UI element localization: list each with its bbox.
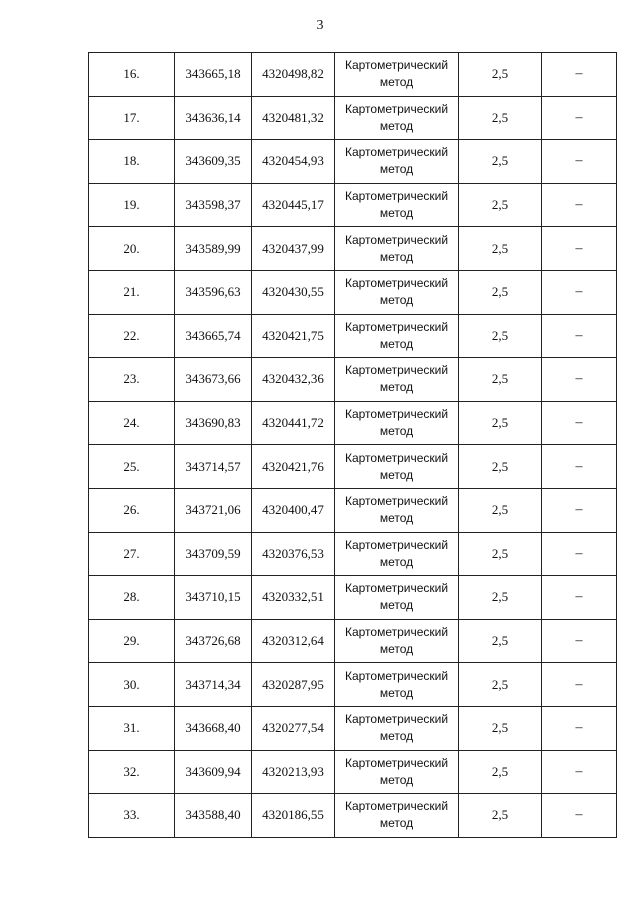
y-coordinate-cell: 4320432,36: [252, 358, 335, 402]
x-coordinate-cell: 343609,94: [175, 750, 252, 794]
x-coordinate-cell: 343665,74: [175, 314, 252, 358]
x-coordinate-cell: 343589,99: [175, 227, 252, 271]
y-coordinate-cell: 4320421,75: [252, 314, 335, 358]
point-number-cell: 29.: [89, 619, 175, 663]
table-row: [89, 314, 617, 358]
precision-cell: 2,5: [459, 794, 542, 838]
x-coordinate-cell: 343726,68: [175, 619, 252, 663]
y-coordinate-cell: 4320312,64: [252, 619, 335, 663]
precision-cell: 2,5: [459, 227, 542, 271]
y-coordinate-cell: 4320421,76: [252, 445, 335, 489]
point-number-cell: 33.: [89, 794, 175, 838]
description-cell: –: [542, 619, 617, 663]
method-cell: Картометрический метод: [335, 270, 459, 314]
precision-cell: 2,5: [459, 270, 542, 314]
y-coordinate-cell: 4320454,93: [252, 140, 335, 184]
table-row: [89, 794, 617, 838]
point-number-cell: 24.: [89, 401, 175, 445]
description-cell: –: [542, 314, 617, 358]
description-cell: –: [542, 663, 617, 707]
precision-cell: 2,5: [459, 706, 542, 750]
y-coordinate-cell: 4320287,95: [252, 663, 335, 707]
method-cell: Картометрический метод: [335, 663, 459, 707]
x-coordinate-cell: 343721,06: [175, 488, 252, 532]
precision-cell: 2,5: [459, 53, 542, 97]
method-cell: Картометрический метод: [335, 576, 459, 620]
description-cell: –: [542, 445, 617, 489]
point-number-cell: 17.: [89, 96, 175, 140]
point-number-cell: 32.: [89, 750, 175, 794]
x-coordinate-cell: 343598,37: [175, 183, 252, 227]
description-cell: –: [542, 183, 617, 227]
y-coordinate-cell: 4320481,32: [252, 96, 335, 140]
description-cell: –: [542, 576, 617, 620]
table-row: [89, 488, 617, 532]
x-coordinate-cell: 343673,66: [175, 358, 252, 402]
y-coordinate-cell: 4320437,99: [252, 227, 335, 271]
x-coordinate-cell: 343714,34: [175, 663, 252, 707]
y-coordinate-cell: 4320441,72: [252, 401, 335, 445]
x-coordinate-cell: 343588,40: [175, 794, 252, 838]
precision-cell: 2,5: [459, 183, 542, 227]
y-coordinate-cell: 4320213,93: [252, 750, 335, 794]
precision-cell: 2,5: [459, 401, 542, 445]
y-coordinate-cell: 4320277,54: [252, 706, 335, 750]
table-row: [89, 663, 617, 707]
method-cell: Картометрический метод: [335, 53, 459, 97]
description-cell: –: [542, 750, 617, 794]
method-cell: Картометрический метод: [335, 96, 459, 140]
point-number-cell: 21.: [89, 270, 175, 314]
description-cell: –: [542, 358, 617, 402]
precision-cell: 2,5: [459, 358, 542, 402]
point-number-cell: 23.: [89, 358, 175, 402]
method-cell: Картометрический метод: [335, 794, 459, 838]
table-row: [89, 358, 617, 402]
method-cell: Картометрический метод: [335, 706, 459, 750]
y-coordinate-cell: 4320430,55: [252, 270, 335, 314]
description-cell: –: [542, 140, 617, 184]
point-number-cell: 22.: [89, 314, 175, 358]
y-coordinate-cell: 4320332,51: [252, 576, 335, 620]
precision-cell: 2,5: [459, 576, 542, 620]
point-number-cell: 30.: [89, 663, 175, 707]
point-number-cell: 27.: [89, 532, 175, 576]
point-number-cell: 18.: [89, 140, 175, 184]
method-cell: Картометрический метод: [335, 227, 459, 271]
precision-cell: 2,5: [459, 140, 542, 184]
y-coordinate-cell: 4320445,17: [252, 183, 335, 227]
x-coordinate-cell: 343636,14: [175, 96, 252, 140]
precision-cell: 2,5: [459, 314, 542, 358]
x-coordinate-cell: 343714,57: [175, 445, 252, 489]
method-cell: Картометрический метод: [335, 619, 459, 663]
precision-cell: 2,5: [459, 750, 542, 794]
table-row: [89, 183, 617, 227]
point-number-cell: 26.: [89, 488, 175, 532]
description-cell: –: [542, 706, 617, 750]
point-number-cell: 19.: [89, 183, 175, 227]
description-cell: –: [542, 270, 617, 314]
description-cell: –: [542, 53, 617, 97]
precision-cell: 2,5: [459, 532, 542, 576]
point-number-cell: 16.: [89, 53, 175, 97]
table-row: [89, 140, 617, 184]
description-cell: –: [542, 96, 617, 140]
table-row: [89, 706, 617, 750]
description-cell: –: [542, 227, 617, 271]
point-number-cell: 31.: [89, 706, 175, 750]
page-number: 3: [316, 18, 324, 33]
description-cell: –: [542, 401, 617, 445]
y-coordinate-cell: 4320498,82: [252, 53, 335, 97]
method-cell: Картометрический метод: [335, 750, 459, 794]
x-coordinate-cell: 343668,40: [175, 706, 252, 750]
x-coordinate-cell: 343596,63: [175, 270, 252, 314]
method-cell: Картометрический метод: [335, 358, 459, 402]
table-row: [89, 750, 617, 794]
point-number-cell: 20.: [89, 227, 175, 271]
x-coordinate-cell: 343709,59: [175, 532, 252, 576]
method-cell: Картометрический метод: [335, 488, 459, 532]
method-cell: Картометрический метод: [335, 532, 459, 576]
method-cell: Картометрический метод: [335, 401, 459, 445]
table-row: [89, 532, 617, 576]
table-row: [89, 445, 617, 489]
y-coordinate-cell: 4320400,47: [252, 488, 335, 532]
method-cell: Картометрический метод: [335, 183, 459, 227]
precision-cell: 2,5: [459, 445, 542, 489]
precision-cell: 2,5: [459, 96, 542, 140]
description-cell: –: [542, 794, 617, 838]
y-coordinate-cell: 4320186,55: [252, 794, 335, 838]
table-row: [89, 401, 617, 445]
table-row: [89, 53, 617, 97]
table-row: [89, 96, 617, 140]
precision-cell: 2,5: [459, 488, 542, 532]
precision-cell: 2,5: [459, 619, 542, 663]
method-cell: Картометрический метод: [335, 445, 459, 489]
x-coordinate-cell: 343710,15: [175, 576, 252, 620]
point-number-cell: 28.: [89, 576, 175, 620]
coordinates-table: [88, 52, 617, 838]
method-cell: Картометрический метод: [335, 314, 459, 358]
precision-cell: 2,5: [459, 663, 542, 707]
table-row: [89, 619, 617, 663]
x-coordinate-cell: 343609,35: [175, 140, 252, 184]
y-coordinate-cell: 4320376,53: [252, 532, 335, 576]
table-row: [89, 576, 617, 620]
x-coordinate-cell: 343665,18: [175, 53, 252, 97]
description-cell: –: [542, 532, 617, 576]
table-row: [89, 270, 617, 314]
point-number-cell: 25.: [89, 445, 175, 489]
table-row: [89, 227, 617, 271]
coordinates-table-body: [89, 53, 617, 838]
description-cell: –: [542, 488, 617, 532]
x-coordinate-cell: 343690,83: [175, 401, 252, 445]
method-cell: Картометрический метод: [335, 140, 459, 184]
